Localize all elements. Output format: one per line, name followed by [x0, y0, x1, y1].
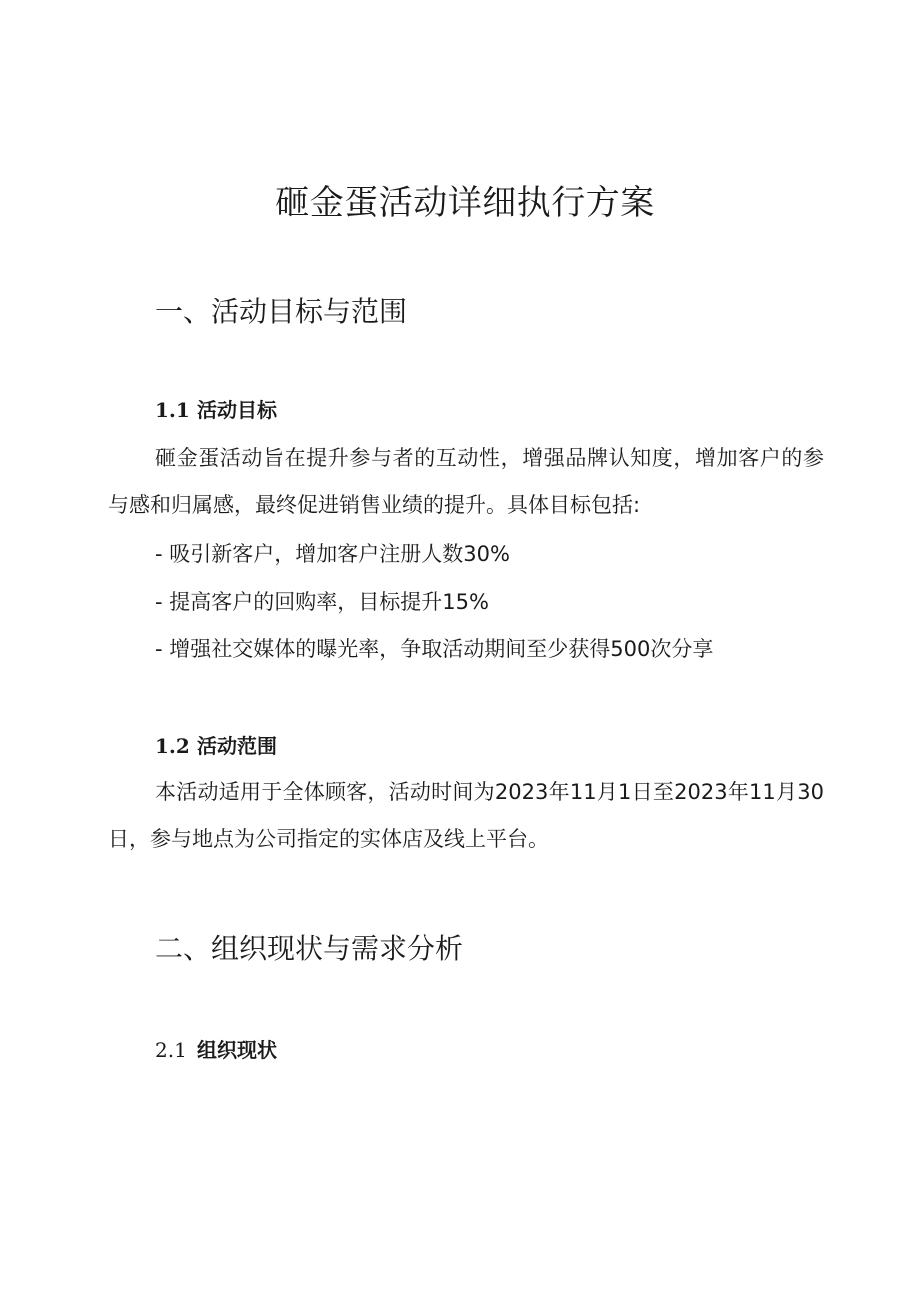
paragraph-scope: 本活动适用于全体顾客，活动时间为2023年11月1日至2023年11月30日，参与地点为公司指定的实体店及线上平台。 [108, 780, 824, 851]
section-heading-goals-scope: 一、活动目标与范围 [155, 295, 408, 328]
subsection-title: 活动范围 [197, 734, 277, 758]
subsection-title: 组织现状 [197, 1038, 277, 1062]
list-item: - 提高客户的回购率，目标提升15% [155, 590, 489, 614]
list-item: - 吸引新客户，增加客户注册人数30% [155, 542, 510, 566]
subsection-title: 活动目标 [197, 398, 277, 422]
paragraph-goals: 砸金蛋活动旨在提升参与者的互动性，增强品牌认知度，增加客户的参与感和归属感，最终促进销售业绩的提升。具体目标包括: [108, 446, 824, 517]
subsection-number: 2.1 [155, 1038, 187, 1062]
section-heading-org-analysis: 二、组织现状与需求分析 [155, 932, 464, 965]
subsection-heading-org-status [155, 1035, 277, 1065]
list-item: - 增强社交媒体的曝光率，争取活动期间至少获得500次分享 [155, 637, 714, 661]
document-title: 砸金蛋活动详细执行方案 [275, 183, 655, 223]
subsection-number: 1.2 [155, 734, 190, 758]
subsection-heading-scope [155, 731, 277, 761]
subsection-number: 1.1 [155, 398, 190, 422]
subsection-heading-goals [155, 395, 277, 425]
